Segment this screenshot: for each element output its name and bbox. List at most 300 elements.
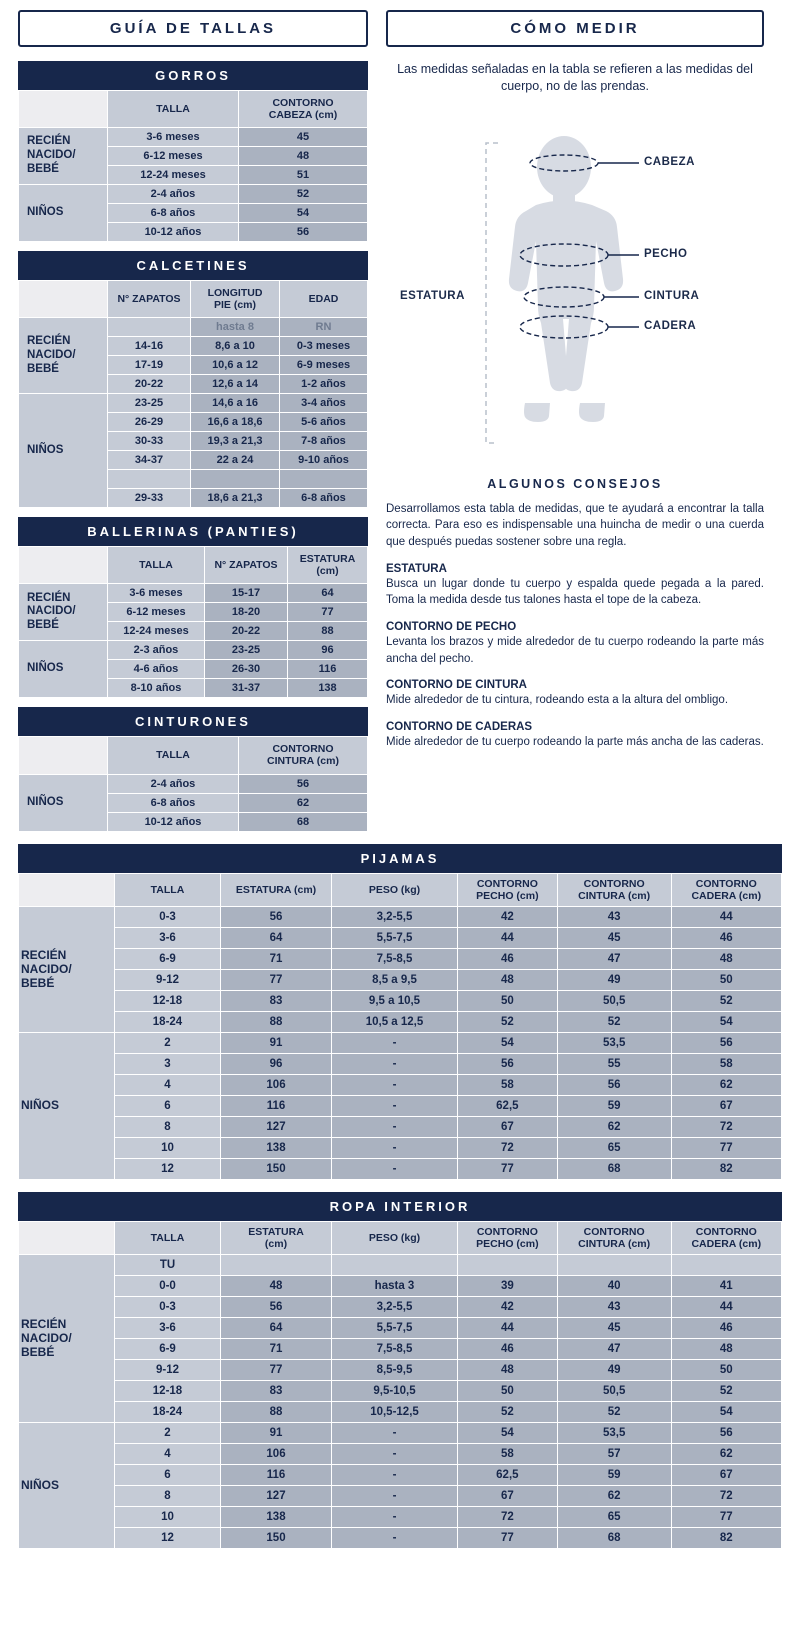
cell-longitud: 10,6 a 12 (191, 356, 279, 374)
cell-cadera: 67 (672, 1096, 781, 1116)
table-row (19, 1465, 781, 1485)
cell-estatura: 96 (221, 1054, 331, 1074)
table-row (19, 1402, 781, 1422)
cell-cintura: 53,5 (558, 1033, 671, 1053)
tips-title: ALGUNOS CONSEJOS (487, 476, 663, 491)
table-row (19, 1117, 781, 1137)
cell-peso: - (332, 1528, 457, 1548)
cell-talla: 2 (115, 1033, 220, 1053)
cell-talla: 18-24 (115, 1012, 220, 1032)
cell-longitud (191, 470, 279, 488)
cell-cadera: 44 (672, 1297, 781, 1317)
cell-pecho: 48 (458, 970, 557, 990)
cell-talla: 6-9 (115, 1339, 220, 1359)
cell-talla: 3-6 meses (108, 128, 238, 146)
table-row (19, 394, 367, 412)
cell-talla: 12-18 (115, 991, 220, 1011)
cell-cintura: 59 (558, 1096, 671, 1116)
cell-cadera: 46 (672, 928, 781, 948)
cell-talla: 6-12 meses (108, 147, 238, 165)
cell-cadera: 52 (672, 1381, 781, 1401)
cell-peso: 3,2-5,5 (332, 1297, 457, 1317)
table-row (19, 1255, 781, 1275)
cell-talla: 4-6 años (108, 660, 204, 678)
top-columns (18, 10, 782, 832)
table-row (19, 128, 367, 146)
table-row (19, 991, 781, 1011)
cell-pecho: 52 (458, 1012, 557, 1032)
cell-numero: 29-33 (108, 489, 190, 507)
cell-peso: - (332, 1444, 457, 1464)
cell-peso: 8,5 a 9,5 (332, 970, 457, 990)
header-edad: EDAD (280, 281, 367, 317)
cell-edad: 7-8 años (280, 432, 367, 450)
cell-longitud: 18,6 a 21,3 (191, 489, 279, 507)
header-peso: PESO (kg) (332, 1222, 457, 1254)
cell-estatura: 88 (221, 1402, 331, 1422)
header-contorno-pecho: CONTORNO PECHO (cm) (458, 874, 557, 906)
cell-numero (108, 470, 190, 488)
cell-peso: 9,5-10,5 (332, 1381, 457, 1401)
cell-cadera: 50 (672, 1360, 781, 1380)
header-longitud-pie: LONGITUD PIE (cm) (191, 281, 279, 317)
cell-estatura: 64 (221, 928, 331, 948)
cell-zapatos: 20-22 (205, 622, 287, 640)
cell-edad: 5-6 años (280, 413, 367, 431)
cell-cintura (558, 1255, 671, 1275)
group-label-recien-nacido: RECIÉN NACIDO/ BEBÉ (19, 907, 114, 1032)
cell-estatura: 138 (288, 679, 367, 697)
cell-cadera (672, 1255, 781, 1275)
cell-pecho: 44 (458, 1318, 557, 1338)
cell-cintura: 40 (558, 1276, 671, 1296)
cell-estatura: 127 (221, 1117, 331, 1137)
cell-estatura: 116 (221, 1465, 331, 1485)
cell-cintura: 59 (558, 1465, 671, 1485)
cell-peso: - (332, 1159, 457, 1179)
header-blank (19, 547, 107, 583)
label-cintura: CINTURA (644, 289, 700, 302)
cell-estatura: 91 (221, 1033, 331, 1053)
cell-numero: 34-37 (108, 451, 190, 469)
cell-talla: 12-24 meses (108, 622, 204, 640)
cell-pecho: 46 (458, 949, 557, 969)
cell-estatura: 106 (221, 1075, 331, 1095)
table-header-row (19, 281, 367, 317)
cell-talla: 10 (115, 1138, 220, 1158)
cell-estatura: 88 (288, 622, 367, 640)
cell-value: 56 (239, 223, 367, 241)
cell-numero (108, 318, 190, 336)
table-row (19, 1507, 781, 1527)
cell-value: 54 (239, 204, 367, 222)
cell-cadera: 44 (672, 907, 781, 927)
cell-peso: 5,5-7,5 (332, 928, 457, 948)
header-talla: TALLA (115, 874, 220, 906)
cell-pecho: 72 (458, 1138, 557, 1158)
cell-estatura: 138 (221, 1507, 331, 1527)
cell-cintura: 50,5 (558, 1381, 671, 1401)
table-row (19, 1297, 781, 1317)
table-row (19, 1054, 781, 1074)
cell-peso: 7,5-8,5 (332, 1339, 457, 1359)
cell-talla: 6-12 meses (108, 603, 204, 621)
cell-value: 45 (239, 128, 367, 146)
cell-cadera: 56 (672, 1423, 781, 1443)
cell-cadera: 54 (672, 1402, 781, 1422)
cell-pecho: 42 (458, 1297, 557, 1317)
tips-intro: Desarrollamos esta tabla de medidas, que te ayudará a encontrar la talla correcta. Para eso es indispensable una huincha de medir o una cuerda que después puedas sostener sobre una regla. (386, 502, 764, 549)
label-cadera: CADERA (644, 319, 697, 332)
cell-pecho: 50 (458, 991, 557, 1011)
cell-value: 48 (239, 147, 367, 165)
cell-cadera: 41 (672, 1276, 781, 1296)
cell-longitud: hasta 8 (191, 318, 279, 336)
cell-cintura: 68 (558, 1159, 671, 1179)
right-column (386, 10, 764, 763)
cell-pecho: 52 (458, 1402, 557, 1422)
cell-numero: 23-25 (108, 394, 190, 412)
table-row (19, 1339, 781, 1359)
cell-longitud: 19,3 a 21,3 (191, 432, 279, 450)
cell-cadera: 56 (672, 1033, 781, 1053)
cell-talla: 6 (115, 1096, 220, 1116)
cell-peso: - (332, 1054, 457, 1074)
cell-peso: 5,5-7,5 (332, 1318, 457, 1338)
table-row (19, 641, 367, 659)
table-pijamas (18, 844, 782, 1180)
cell-estatura: 106 (221, 1444, 331, 1464)
cell-talla: 18-24 (115, 1402, 220, 1422)
gorros-table (18, 90, 368, 242)
group-label-recien-nacido: RECIÉN NACIDO/ BEBÉ (19, 1255, 114, 1422)
cell-pecho: 58 (458, 1444, 557, 1464)
cell-peso: 3,2-5,5 (332, 907, 457, 927)
cell-pecho: 58 (458, 1075, 557, 1095)
cell-cintura: 49 (558, 1360, 671, 1380)
cell-estatura: 150 (221, 1528, 331, 1548)
cell-pecho: 54 (458, 1423, 557, 1443)
tip-text: Levanta los brazos y mide alrededor de tu cuerpo rodeando la parte más ancha del pecho. (386, 636, 764, 665)
cell-cadera: 46 (672, 1318, 781, 1338)
tip-text: Busca un lugar donde tu cuerpo y espalda quede pegada a la pared. Toma la medida desde tus talones hasta el tope de la cabeza. (386, 577, 764, 607)
header-estatura: ESTATURA (cm) (288, 547, 367, 583)
header-blank (19, 91, 107, 127)
cell-talla: 3 (115, 1054, 220, 1074)
cell-cintura: 57 (558, 1444, 671, 1464)
header-peso: PESO (kg) (332, 874, 457, 906)
table-row (19, 1381, 781, 1401)
cell-talla: 12-24 meses (108, 166, 238, 184)
cell-cadera: 48 (672, 1339, 781, 1359)
cell-longitud: 22 a 24 (191, 451, 279, 469)
table-row (19, 318, 367, 336)
cell-value: 52 (239, 185, 367, 203)
tip-contorno-pecho (386, 621, 764, 667)
label-pecho: PECHO (644, 247, 688, 260)
header-talla: TALLA (108, 91, 238, 127)
cell-zapatos: 26-30 (205, 660, 287, 678)
cell-talla: 4 (115, 1444, 220, 1464)
cell-talla: 10-12 años (108, 813, 238, 831)
cell-cintura: 45 (558, 928, 671, 948)
cell-talla: 2-4 años (108, 775, 238, 793)
tip-title: ESTATURA (386, 562, 447, 575)
table-row (19, 1012, 781, 1032)
table-title: GORROS (18, 61, 368, 90)
cell-estatura: 64 (288, 584, 367, 602)
cell-talla: 8-10 años (108, 679, 204, 697)
cell-longitud: 16,6 a 18,6 (191, 413, 279, 431)
header-talla: TALLA (115, 1222, 220, 1254)
group-label-ninos: NIÑOS (19, 185, 107, 241)
cell-edad: 0-3 meses (280, 337, 367, 355)
table-row (19, 1159, 781, 1179)
cell-cintura: 62 (558, 1486, 671, 1506)
group-label-ninos: NIÑOS (19, 1033, 114, 1179)
cell-talla: 12 (115, 1159, 220, 1179)
cell-estatura: 116 (288, 660, 367, 678)
cell-cadera: 82 (672, 1528, 781, 1548)
cell-numero: 30-33 (108, 432, 190, 450)
cell-cadera: 82 (672, 1159, 781, 1179)
table-row (19, 970, 781, 990)
pijamas-table (18, 873, 782, 1180)
cell-estatura: 77 (288, 603, 367, 621)
cell-cintura: 43 (558, 1297, 671, 1317)
cell-cintura: 43 (558, 907, 671, 927)
cell-estatura: 138 (221, 1138, 331, 1158)
table-row (19, 1276, 781, 1296)
cell-peso: hasta 3 (332, 1276, 457, 1296)
cell-edad: 1-2 años (280, 375, 367, 393)
cell-numero: 17-19 (108, 356, 190, 374)
ballerinas-table (18, 546, 368, 698)
label-estatura: ESTATURA (400, 289, 465, 302)
group-label-ninos: NIÑOS (19, 775, 107, 831)
group-label-recien-nacido: RECIÉN NACIDO/ BEBÉ (19, 128, 107, 184)
label-cabeza: CABEZA (644, 155, 695, 168)
table-row (19, 1486, 781, 1506)
cell-peso: - (332, 1096, 457, 1116)
cell-numero: 26-29 (108, 413, 190, 431)
cell-cintura: 65 (558, 1507, 671, 1527)
table-row (19, 1138, 781, 1158)
cell-zapatos: 31-37 (205, 679, 287, 697)
table-title: CINTURONES (18, 707, 368, 736)
cell-cintura: 62 (558, 1117, 671, 1137)
table-row (19, 1423, 781, 1443)
cell-cadera: 62 (672, 1444, 781, 1464)
table-row (19, 1096, 781, 1116)
cell-talla: 0-0 (115, 1276, 220, 1296)
table-ballerinas (18, 517, 368, 698)
cell-cintura: 65 (558, 1138, 671, 1158)
cell-value: 62 (239, 794, 367, 812)
cell-cintura: 45 (558, 1318, 671, 1338)
cell-talla: 12-18 (115, 1381, 220, 1401)
body-diagram-svg (386, 105, 764, 465)
cell-zapatos: 18-20 (205, 603, 287, 621)
table-calcetines (18, 251, 368, 508)
cell-peso: 10,5-12,5 (332, 1402, 457, 1422)
tip-contorno-cintura (386, 679, 764, 709)
cell-cadera: 50 (672, 970, 781, 990)
ropa-interior-table (18, 1221, 782, 1549)
cell-peso: - (332, 1033, 457, 1053)
cell-value: 51 (239, 166, 367, 184)
cell-talla: 6-8 años (108, 204, 238, 222)
cell-talla: 6 (115, 1465, 220, 1485)
group-label-ninos: NIÑOS (19, 641, 107, 697)
how-to-measure-title: CÓMO MEDIR (386, 10, 764, 47)
cell-talla: 8 (115, 1486, 220, 1506)
table-ropa-interior (18, 1192, 782, 1549)
table-row (19, 949, 781, 969)
cell-pecho: 77 (458, 1528, 557, 1548)
table-title: ROPA INTERIOR (18, 1192, 782, 1221)
cell-talla: 2-4 años (108, 185, 238, 203)
intro-text: Las medidas señaladas en la tabla se refieren a las medidas del cuerpo, no de las prendas. (397, 62, 753, 93)
cell-pecho: 67 (458, 1117, 557, 1137)
cell-peso: 8,5-9,5 (332, 1360, 457, 1380)
cell-cintura: 52 (558, 1402, 671, 1422)
cell-estatura: 127 (221, 1486, 331, 1506)
cell-numero: 20-22 (108, 375, 190, 393)
tip-title: CONTORNO DE CINTURA (386, 679, 527, 692)
cell-cintura: 56 (558, 1075, 671, 1095)
cell-edad: 6-8 años (280, 489, 367, 507)
table-header-row (19, 874, 781, 906)
cell-cadera: 62 (672, 1075, 781, 1095)
tip-title: CONTORNO DE CADERAS (386, 721, 533, 734)
cinturones-table (18, 736, 368, 831)
cell-edad: 9-10 años (280, 451, 367, 469)
cell-cintura: 50,5 (558, 991, 671, 1011)
cell-zapatos: 23-25 (205, 641, 287, 659)
header-numero-zapatos: N° ZAPATOS (108, 281, 190, 317)
cell-pecho: 54 (458, 1033, 557, 1053)
header-contorno-cadera: CONTORNO CADERA (cm) (672, 874, 781, 906)
cell-estatura: 48 (221, 1276, 331, 1296)
calcetines-table (18, 280, 368, 508)
table-row (19, 1075, 781, 1095)
left-column (18, 10, 368, 832)
cell-talla: TU (115, 1255, 220, 1275)
cell-talla: 3-6 (115, 1318, 220, 1338)
cell-peso: - (332, 1486, 457, 1506)
header-contorno-cintura: CONTORNO CINTURA (cm) (558, 1222, 671, 1254)
tip-text: Mide alrededor de tu cintura, rodeando esta a la altura del ombligo. (386, 694, 729, 707)
cell-pecho: 46 (458, 1339, 557, 1359)
cell-pecho: 62,5 (458, 1096, 557, 1116)
cell-talla: 6-8 años (108, 794, 238, 812)
header-blank (19, 737, 107, 773)
table-row (19, 775, 367, 793)
cell-estatura: 150 (221, 1159, 331, 1179)
cell-peso: 10,5 a 12,5 (332, 1012, 457, 1032)
cell-talla: 10 (115, 1507, 220, 1527)
cell-cadera: 52 (672, 991, 781, 1011)
cell-edad: 3-4 años (280, 394, 367, 412)
cell-pecho: 77 (458, 1159, 557, 1179)
cell-estatura: 64 (221, 1318, 331, 1338)
header-estatura: ESTATURA (cm) (221, 1222, 331, 1254)
table-title: BALLERINAS (PANTIES) (18, 517, 368, 546)
header-blank (19, 1222, 114, 1254)
cell-edad (280, 470, 367, 488)
page-title: GUÍA DE TALLAS (18, 10, 368, 47)
cell-cadera: 48 (672, 949, 781, 969)
cell-estatura: 88 (221, 1012, 331, 1032)
tip-text: Mide alrededor de tu cuerpo rodeando la parte más ancha de las caderas. (386, 736, 764, 749)
cell-talla: 10-12 años (108, 223, 238, 241)
table-row (19, 1444, 781, 1464)
cell-longitud: 14,6 a 16 (191, 394, 279, 412)
header-numero-zapatos: N° ZAPATOS (205, 547, 287, 583)
header-blank (19, 874, 114, 906)
cell-pecho: 72 (458, 1507, 557, 1527)
cell-peso: - (332, 1465, 457, 1485)
cell-cadera: 67 (672, 1465, 781, 1485)
table-row (19, 1528, 781, 1548)
group-label-recien-nacido: RECIÉN NACIDO/ BEBÉ (19, 318, 107, 393)
tip-title: CONTORNO DE PECHO (386, 621, 517, 634)
cell-value: 68 (239, 813, 367, 831)
cell-talla: 9-12 (115, 970, 220, 990)
cell-peso: 7,5-8,5 (332, 949, 457, 969)
cell-cadera: 58 (672, 1054, 781, 1074)
header-talla: TALLA (108, 737, 238, 773)
cell-cadera: 77 (672, 1507, 781, 1527)
cell-estatura: 77 (221, 1360, 331, 1380)
cell-pecho: 50 (458, 1381, 557, 1401)
cell-cintura: 52 (558, 1012, 671, 1032)
table-row (19, 1360, 781, 1380)
cell-talla: 3-6 meses (108, 584, 204, 602)
table-title: PIJAMAS (18, 844, 782, 873)
group-label-recien-nacido: RECIÉN NACIDO/ BEBÉ (19, 584, 107, 640)
cell-talla: 2-3 años (108, 641, 204, 659)
cell-estatura: 83 (221, 991, 331, 1011)
cell-cadera: 72 (672, 1486, 781, 1506)
cell-cadera: 54 (672, 1012, 781, 1032)
cell-pecho: 56 (458, 1054, 557, 1074)
cell-zapatos: 15-17 (205, 584, 287, 602)
table-row (19, 1318, 781, 1338)
header-estatura: ESTATURA (cm) (221, 874, 331, 906)
cell-talla: 6-9 (115, 949, 220, 969)
cell-pecho: 62,5 (458, 1465, 557, 1485)
tip-estatura (386, 563, 764, 609)
header-contorno-pecho: CONTORNO PECHO (cm) (458, 1222, 557, 1254)
cell-estatura: 56 (221, 907, 331, 927)
cell-talla: 3-6 (115, 928, 220, 948)
cell-cintura: 55 (558, 1054, 671, 1074)
group-label-ninos: NIÑOS (19, 394, 107, 507)
cell-pecho: 67 (458, 1486, 557, 1506)
table-gorros (18, 61, 368, 242)
cell-cintura: 49 (558, 970, 671, 990)
cell-pecho: 39 (458, 1276, 557, 1296)
cell-estatura: 116 (221, 1096, 331, 1116)
cell-peso (332, 1255, 457, 1275)
cell-cintura: 47 (558, 949, 671, 969)
table-header-row (19, 737, 367, 773)
cell-cintura: 53,5 (558, 1423, 671, 1443)
cell-talla: 12 (115, 1528, 220, 1548)
cell-estatura (221, 1255, 331, 1275)
